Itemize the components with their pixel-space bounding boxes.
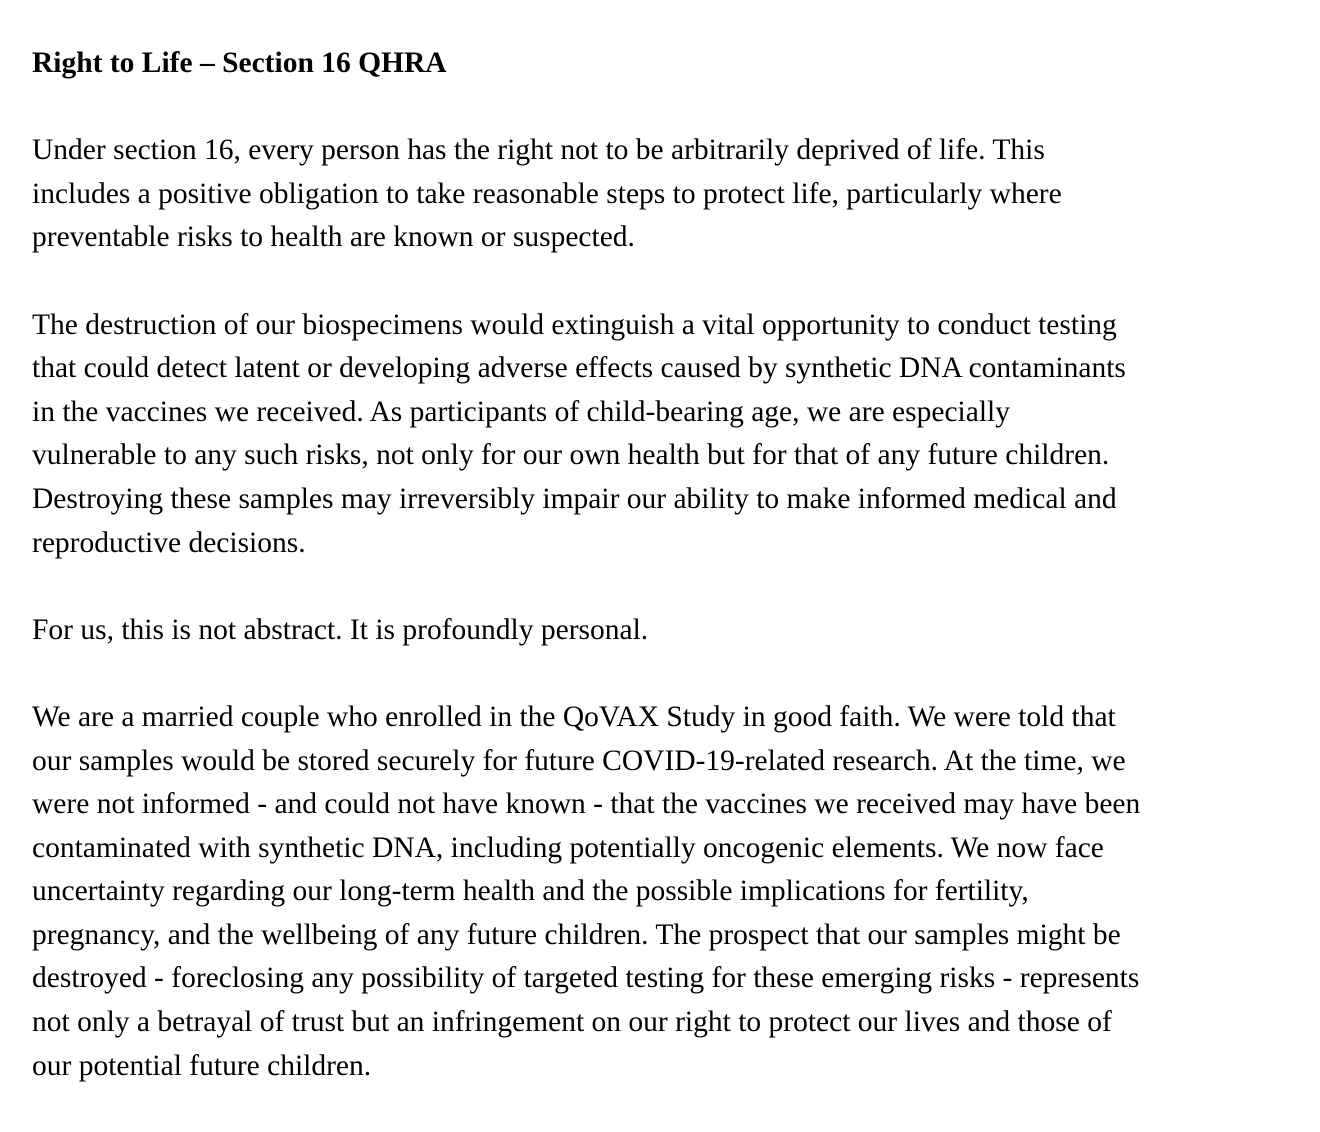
text-line: our samples would be stored securely for future COVID-19-related research. At the time, we [32,744,1126,777]
text-line: not only a betrayal of trust but an infringement on our right to protect our lives and those of [32,1006,1112,1039]
text-line: uncertainty regarding our long-term health and the possible implications for fertility, [32,875,1029,908]
section-heading: Right to Life – Section 16 QHRA [32,47,447,79]
text-line: vulnerable to any such risks, not only for our own health but for that of any future children. [32,439,1110,472]
document-body [32,42,1294,1088]
text-line: The destruction of our biospecimens would extinguish a vital opportunity to conduct testing [32,308,1117,341]
text-line: contaminated with synthetic DNA, including potentially oncogenic elements. We now face [32,831,1104,864]
text-line: We are a married couple who enrolled in the QoVAX Study in good faith. We were told that [32,700,1116,733]
text-line: were not informed - and could not have known - that the vaccines we received may have been [32,788,1141,821]
text-line: Destroying these samples may irreversibly impair our ability to make informed medical and [32,482,1117,515]
text-line: Under section 16, every person has the right not to be arbitrarily deprived of life. This [32,134,1045,167]
text-line: destroyed - foreclosing any possibility of targeted testing for these emerging risks - represents [32,962,1140,995]
paragraph-right-to-life [32,129,1294,260]
text-line: our potential future children. [32,1049,372,1082]
text-line: that could detect latent or developing adverse effects caused by synthetic DNA contaminants [32,352,1126,385]
paragraph-biospecimens [32,304,1294,566]
text-line: pregnancy, and the wellbeing of any future children. The prospect that our samples might be [32,918,1121,951]
paragraph-personal [32,609,1294,653]
text-line: preventable risks to health are known or suspected. [32,221,635,254]
text-line: includes a positive obligation to take reasonable steps to protect life, particularly where [32,177,1062,210]
text-line: in the vaccines we received. As participants of child-bearing age, we are especially [32,395,1010,428]
text-line: reproductive decisions. [32,526,306,559]
text-line: For us, this is not abstract. It is profoundly personal. [32,613,649,646]
paragraph-qovax-study [32,696,1294,1088]
